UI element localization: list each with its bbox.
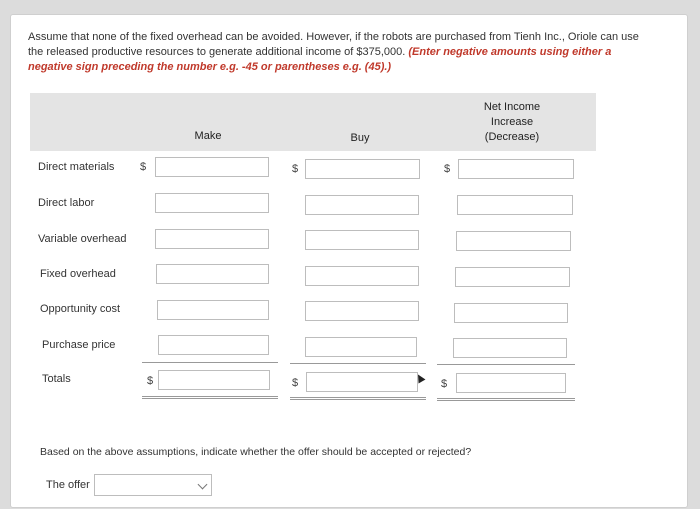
column-header-buy: Buy bbox=[350, 132, 370, 144]
purchase-price-buy-input[interactable] bbox=[305, 337, 417, 357]
purchase-price-make-input[interactable] bbox=[158, 335, 269, 355]
column-header-make: Make bbox=[194, 130, 222, 142]
offer-question: Based on the above assumptions, indicate whether the offer should be accepted or rejected? bbox=[40, 446, 472, 458]
direct-labor-net-input[interactable] bbox=[457, 195, 573, 215]
currency-sign: $ bbox=[140, 161, 147, 173]
totals-net-input[interactable] bbox=[456, 373, 566, 393]
net-income-line-2: Increase bbox=[490, 116, 534, 128]
row-label-purchase-price: Purchase price bbox=[42, 339, 116, 351]
purchase-price-net-input[interactable] bbox=[453, 338, 567, 358]
direct-labor-buy-input[interactable] bbox=[305, 195, 419, 215]
row-label-totals: Totals bbox=[42, 373, 71, 385]
direct-labor-make-input[interactable] bbox=[155, 193, 269, 213]
opportunity-cost-net-input[interactable] bbox=[454, 303, 568, 323]
instructions-text: Assume that none of the fixed overhead can be avoided. However, if the robots are purchased from Tienh Inc., Oriole can use the released productive resources to generate additional income of $375,000. bbox=[28, 31, 639, 58]
currency-sign: $ bbox=[444, 163, 451, 175]
totals-make-input[interactable] bbox=[158, 370, 270, 390]
total-double-rule bbox=[142, 396, 278, 399]
column-header-net-income bbox=[476, 100, 548, 145]
variable-overhead-net-input[interactable] bbox=[456, 231, 571, 251]
variable-overhead-make-input[interactable] bbox=[155, 229, 269, 249]
currency-sign: $ bbox=[441, 378, 448, 390]
variable-overhead-buy-input[interactable] bbox=[305, 230, 419, 250]
net-income-line-3: (Decrease) bbox=[484, 131, 540, 143]
content-panel bbox=[10, 14, 688, 508]
subtotal-rule bbox=[290, 363, 426, 364]
instructions-hint: (Enter negative amounts using either a negative sign preceding the number e.g. -45 or parentheses e.g. (45).) bbox=[28, 46, 612, 73]
chevron-down-icon bbox=[198, 480, 208, 490]
subtotal-rule bbox=[437, 364, 575, 365]
totals-buy-input[interactable] bbox=[306, 372, 418, 392]
offer-label: The offer bbox=[46, 479, 90, 491]
row-label-variable-overhead: Variable overhead bbox=[38, 233, 127, 245]
row-label-direct-labor: Direct labor bbox=[38, 197, 95, 209]
direct-materials-make-input[interactable] bbox=[155, 157, 269, 177]
direct-materials-buy-input[interactable] bbox=[305, 159, 420, 179]
currency-sign: $ bbox=[292, 377, 299, 389]
offer-select[interactable] bbox=[94, 474, 212, 496]
opportunity-cost-make-input[interactable] bbox=[157, 300, 269, 320]
opportunity-cost-buy-input[interactable] bbox=[305, 301, 419, 321]
row-label-direct-materials: Direct materials bbox=[38, 161, 115, 173]
fixed-overhead-buy-input[interactable] bbox=[305, 266, 419, 286]
subtotal-rule bbox=[142, 362, 278, 363]
total-double-rule bbox=[437, 398, 575, 401]
direct-materials-net-input[interactable] bbox=[458, 159, 574, 179]
fixed-overhead-make-input[interactable] bbox=[156, 264, 269, 284]
row-label-fixed-overhead: Fixed overhead bbox=[40, 268, 116, 280]
currency-sign: $ bbox=[147, 375, 154, 387]
total-double-rule bbox=[290, 397, 426, 400]
net-income-line-1: Net Income bbox=[483, 101, 541, 113]
row-label-opportunity-cost: Opportunity cost bbox=[40, 303, 121, 315]
currency-sign: $ bbox=[292, 163, 299, 175]
instructions bbox=[28, 30, 648, 75]
fixed-overhead-net-input[interactable] bbox=[455, 267, 570, 287]
